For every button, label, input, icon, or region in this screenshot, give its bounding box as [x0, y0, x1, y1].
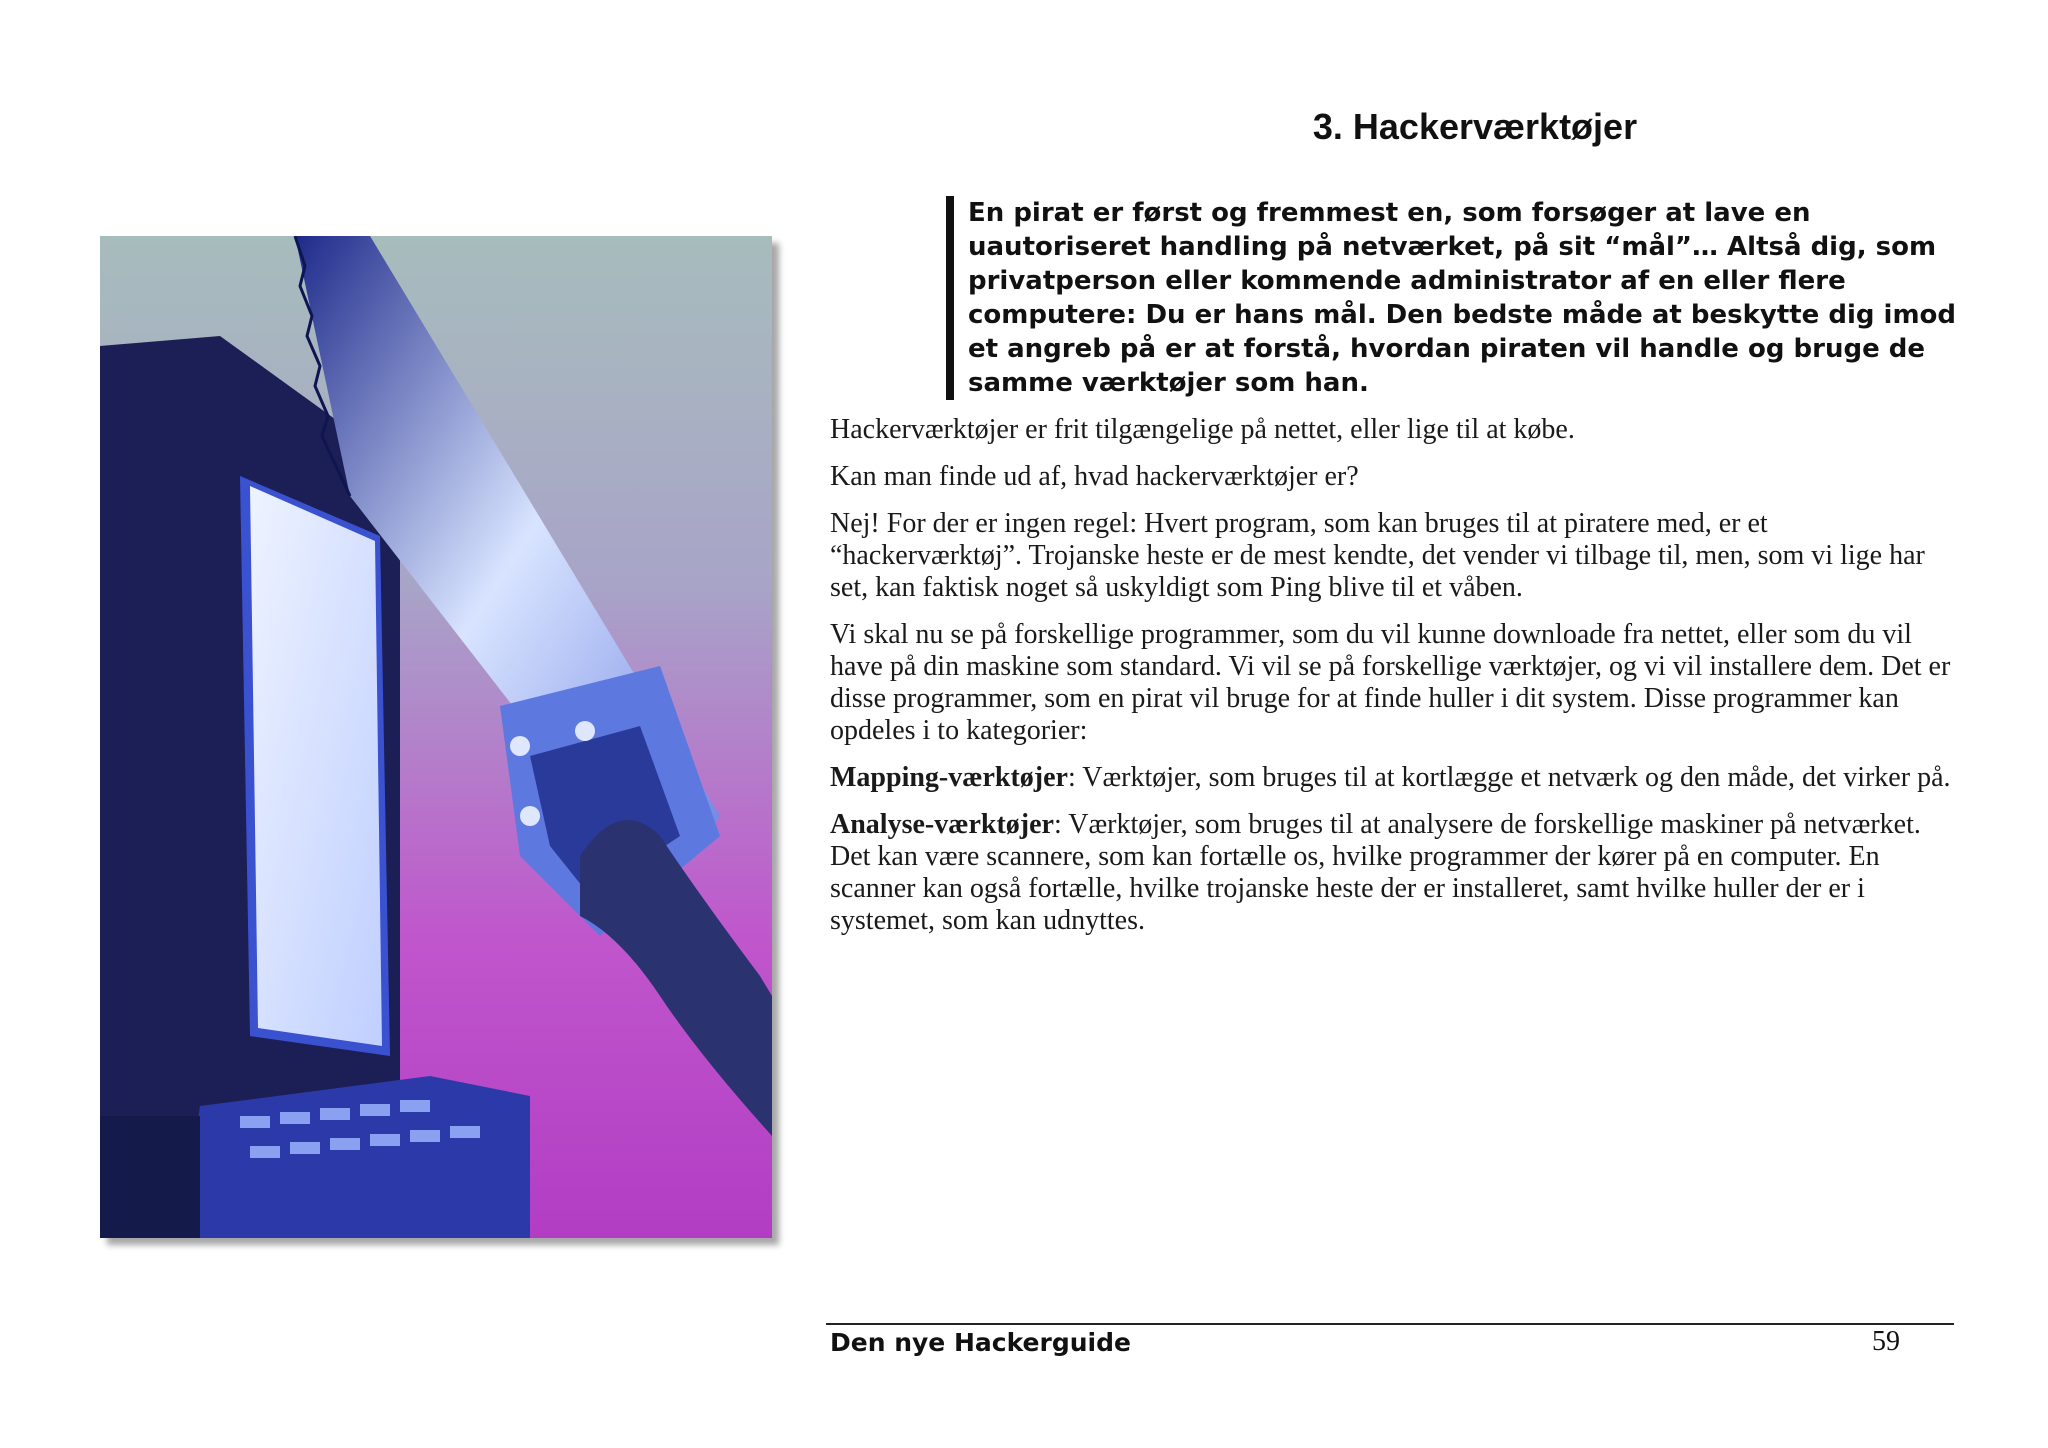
footer-rule: [826, 1323, 1954, 1325]
page-title: 3. Hackerværktøjer: [1312, 106, 1638, 147]
definition-analyse: [830, 809, 1960, 937]
paragraph: Hackerværktøjer er frit tilgængelige på nettet, eller lige til at købe.: [830, 414, 1575, 445]
hacker-saw-monitor-photo: [100, 236, 772, 1238]
page-number: 59: [1872, 1326, 1900, 1357]
photo-illustration: [100, 236, 772, 1238]
paragraph: Nej! For der er ingen regel: Hvert program, som kan bruges til at piratere med, er et “hackerværktøj”. Trojanske heste er de mest kendte, det vender vi tilbage til, men, som vi lige har set, kan faktisk noget så uskyldigt som Ping blive til et våben.: [830, 508, 1925, 603]
footer-book-title: Den nye Hackerguide: [830, 1328, 1131, 1357]
definition-term: Mapping-værktøjer: [830, 762, 1068, 793]
paragraph: Kan man finde ud af, hvad hackerværktøjer er?: [830, 461, 1359, 492]
definition-text: : Værktøjer, som bruges til at kortlægge et netværk og den måde, det virker på.: [1067, 762, 1951, 793]
lead-quote: En pirat er først og fremmest en, som forsøger at lave en uautoriseret handling på netværket, på sit “mål”… Altså dig, som privatperson eller kommende administrator af en eller flere computere: Du er hans mål. Den bedste måde at beskytte dig imod et angreb på er at forstå, hvordan piraten vil handle og bruge de samme værktøjer som han.: [946, 196, 1978, 400]
definition-text: : Værktøjer, som bruges til at analysere de forskellige maskiner på netværket. Det kan være scannere, som kan fortælle os, hvilke programmer der kører på en computer. En scanner kan også fortælle, hvilke trojanske heste der er installeret, samt hvilke huller der er i systemet, som kan udnyttes.: [830, 809, 1921, 936]
definition-term: Analyse-værktøjer: [830, 809, 1054, 840]
definition-mapping: [830, 762, 1960, 794]
paragraph: Vi skal nu se på forskellige programmer, som du vil kunne downloade fra nettet, eller som du vil have på din maskine som standard. Vi vil se på forskellige værktøjer, og vi vil installere dem. Det er disse programmer, som en pirat vil bruge for at finde huller i dit system. Disse programmer kan opdeles i to kategorier:: [830, 619, 1951, 746]
body-text: [830, 414, 1960, 952]
